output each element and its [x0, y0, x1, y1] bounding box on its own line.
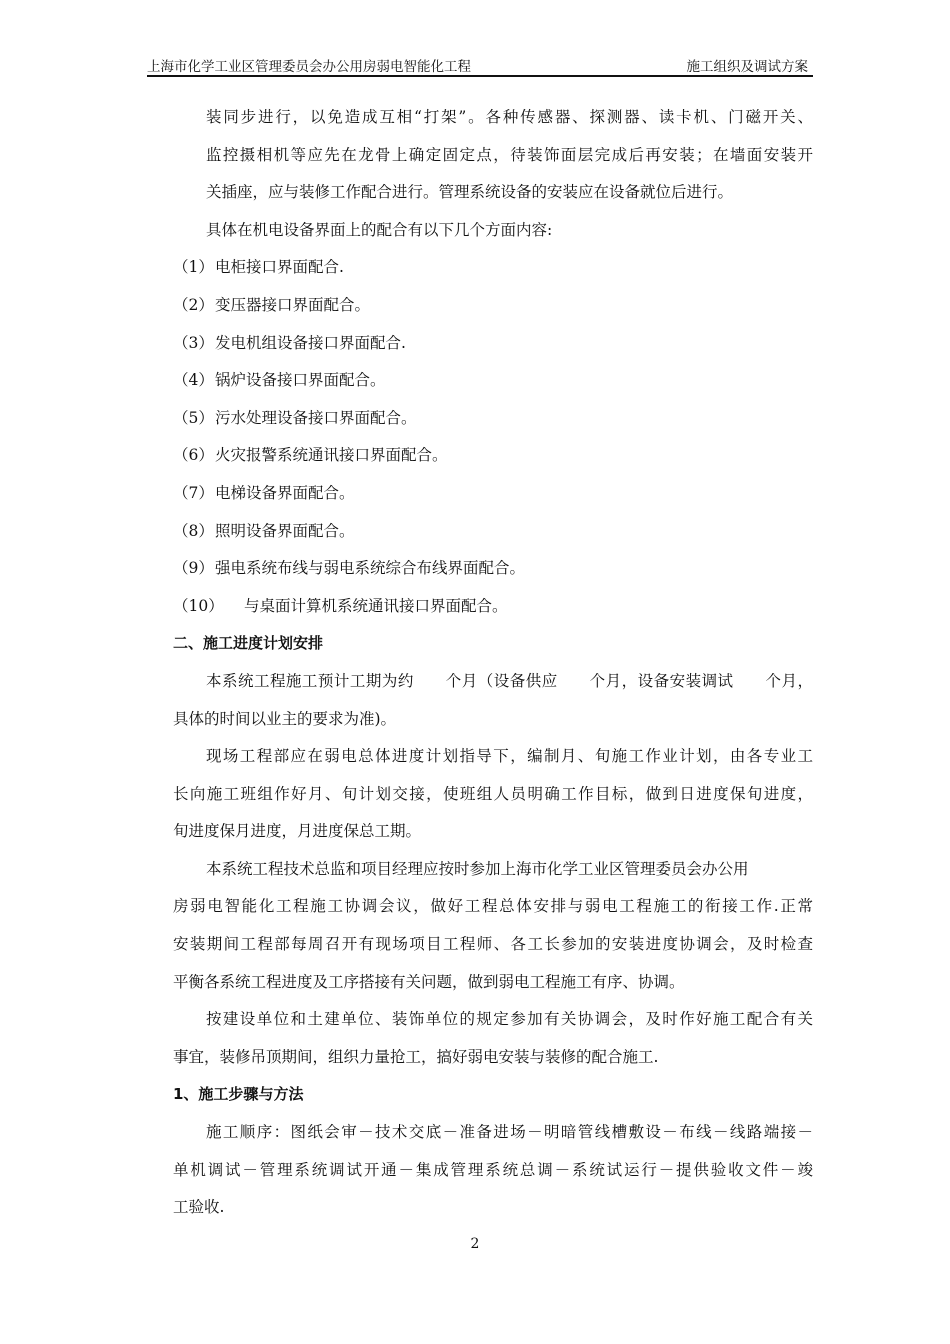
list-item-number: （3） [173, 333, 214, 352]
list-item-text: 强电系统布线与弱电系统综合布线界面配合。 [215, 559, 526, 578]
paragraph-line: 单机调试－管理系统调试开通－集成管理系统总调－系统试运行－提供验收文件－竣 [173, 1160, 813, 1179]
paragraph-line: 事宜，装修吊顶期间，组织力量抢工，搞好弱电安装与装修的配合施工. [173, 1047, 659, 1066]
list-item [173, 437, 813, 475]
paragraph-line: 现场工程部应在弱电总体进度计划指导下，编制月、旬施工作业计划，由各专业工 [206, 747, 813, 766]
list-item [173, 400, 813, 438]
paragraph-line: 按建设单位和土建单位、装饰单位的规定参加有关协调会，及时作好施工配合有关 [206, 1010, 813, 1029]
list-item-text: 发电机组设备接口界面配合. [215, 333, 406, 352]
list-item-number: （6） [173, 446, 214, 465]
list-item [173, 287, 813, 325]
paragraph-line: 本系统工程施工预计工期为约 个月（设备供应 个月，设备安装调试 个月， [206, 671, 813, 690]
list-item-number: （8） [173, 521, 214, 540]
list-item-text: 火灾报警系统通讯接口界面配合。 [215, 446, 448, 465]
document-body [173, 99, 813, 1227]
header-project-title: 上海市化学工业区管理委员会办公用房弱电智能化工程 [147, 59, 471, 75]
list-item [173, 362, 813, 400]
list-item-number: （2） [173, 295, 214, 314]
list-item-text: 污水处理设备接口界面配合。 [215, 408, 417, 427]
list-item-number: （1） [173, 258, 214, 277]
paragraph-line: 装同步进行，以免造成互相“打架”。各种传感器、探测器、读卡机、门磁开关、 [206, 108, 813, 126]
paragraph-line: 监控摄相机等应先在龙骨上确定固定点，待装饰面层完成后再安装；在墙面安装开 [206, 145, 813, 164]
list-item-number: （9） [173, 559, 214, 578]
section-heading: 二、施工进度计划安排 [173, 634, 324, 653]
list-item-text: 电柜接口界面配合. [215, 258, 344, 277]
paragraph-line: 关插座，应与装修工作配合进行。管理系统设备的安装应在设备就位后进行。 [206, 183, 734, 202]
list-item [173, 475, 813, 513]
paragraph-line: 本系统工程技术总监和项目经理应按时参加上海市化学工业区管理委员会办公用 [206, 859, 749, 878]
page-number: 2 [470, 1236, 480, 1252]
list-item-text: 锅炉设备接口界面配合。 [215, 371, 386, 390]
list-item-number: （4） [173, 371, 214, 390]
list-item-number: （10） [173, 596, 224, 615]
paragraph-line: 安装期间工程部每周召开有现场项目工程师、各工长参加的安装进度协调会，及时检查 [173, 935, 813, 954]
paragraph-line: 具体在机电设备界面上的配合有以下几个方面内容: [206, 220, 553, 239]
list-item-text: 与桌面计算机系统通讯接口界面配合。 [244, 596, 508, 615]
list-item [173, 325, 813, 363]
paragraph-line: 工验收. [173, 1198, 225, 1217]
paragraph-line: 施工顺序：图纸会审－技术交底－准备进场－明暗管线槽敷设－布线－线路端接－ [206, 1123, 813, 1142]
paragraph-line: 长向施工班组作好月、旬计划交接，使班组人员明确工作目标，做到日进度保旬进度， [173, 784, 813, 803]
list-item-number: （7） [173, 483, 214, 502]
list-item [173, 249, 813, 287]
subsection-heading: 1、施工步骤与方法 [173, 1085, 304, 1104]
paragraph-line: 旬进度保月进度，月进度保总工期。 [173, 822, 422, 841]
list-item-text: 变压器接口界面配合。 [215, 295, 371, 314]
list-item [173, 513, 813, 551]
list-item-text: 照明设备界面配合。 [215, 521, 355, 540]
list-item-number: （5） [173, 408, 214, 427]
paragraph-line: 房弱电智能化工程施工协调会议，做好工程总体安排与弱电工程施工的衔接工作.正常 [173, 897, 813, 916]
list-item [173, 588, 813, 626]
header-document-title: 施工组织及调试方案 [686, 59, 808, 75]
list-item-text: 电梯设备界面配合。 [215, 483, 355, 502]
paragraph-line: 平衡各系统工程进度及工序搭接有关问题，做到弱电工程施工有序、协调。 [173, 972, 685, 991]
list-item [173, 550, 813, 588]
page-header [147, 55, 813, 77]
paragraph-line: 具体的时间以业主的要求为准)。 [173, 709, 397, 728]
